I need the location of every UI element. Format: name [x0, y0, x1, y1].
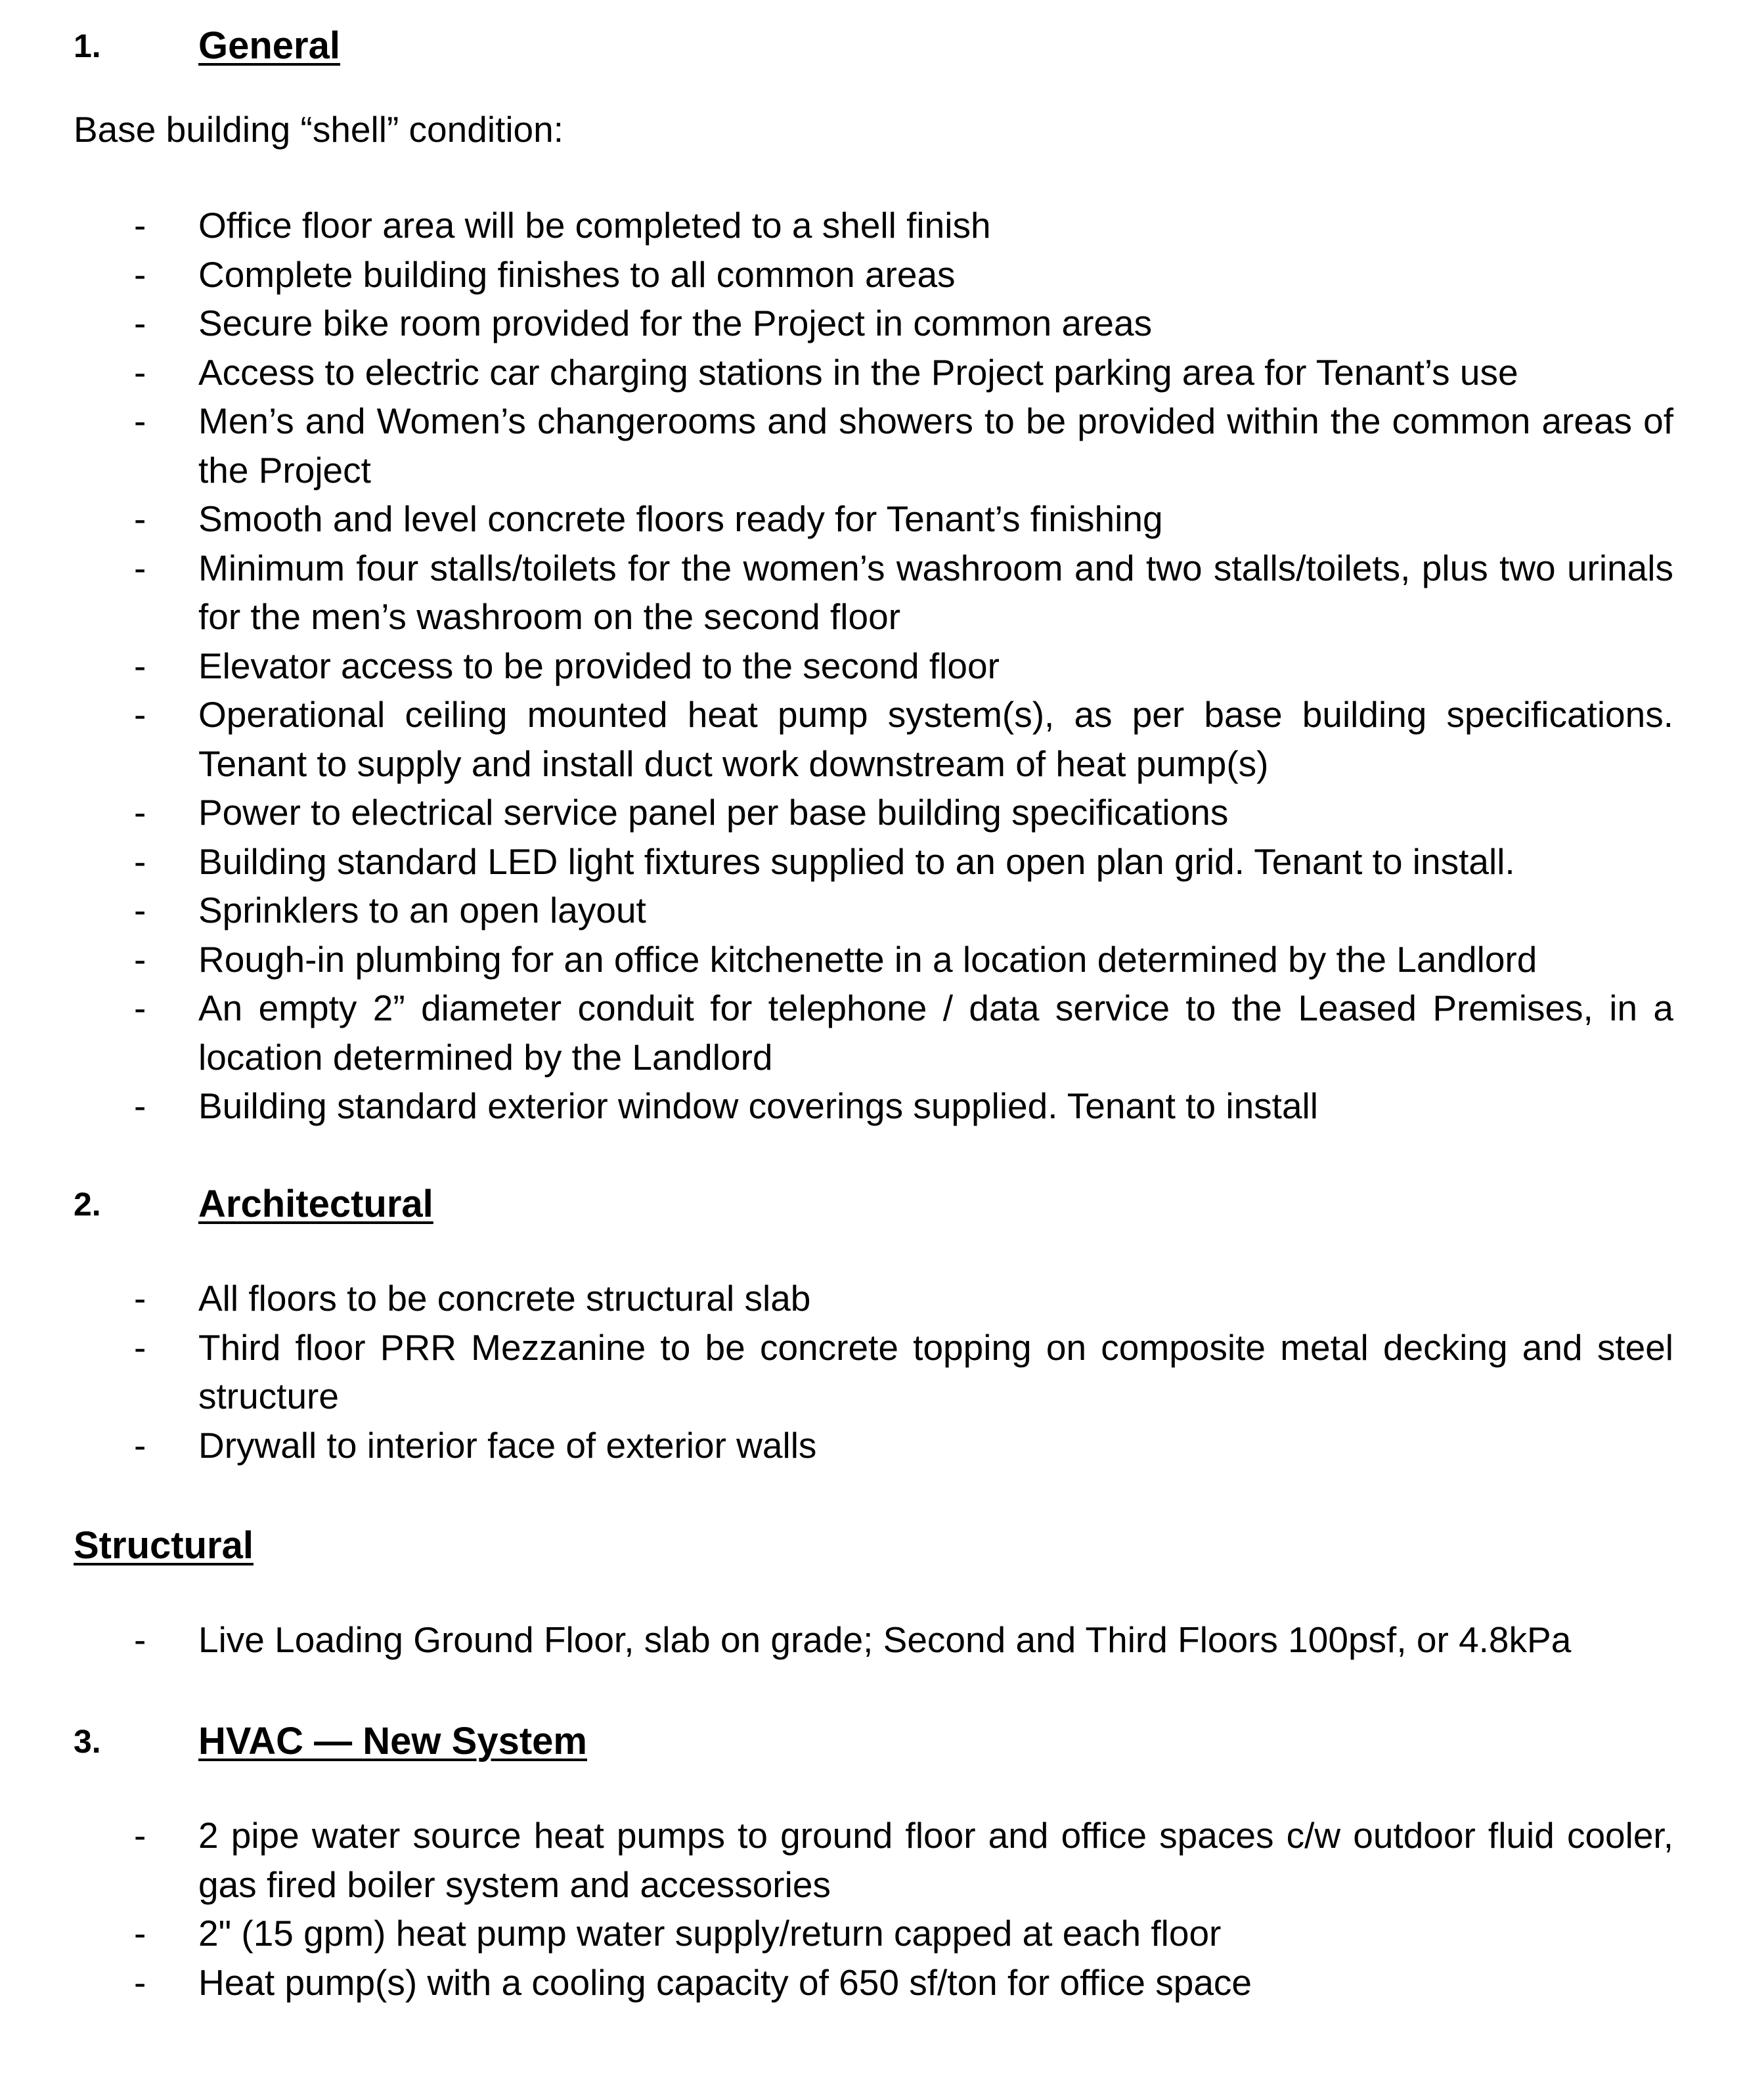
list-item [0, 642, 1673, 691]
section-title: HVAC — New System [198, 1720, 587, 1762]
list-item-text: Office floor area will be completed to a shell finish [198, 205, 991, 246]
dash-marker: - [134, 988, 146, 1028]
list-item [0, 1274, 1673, 1323]
list-item-text: All floors to be concrete structural slab [198, 1278, 811, 1319]
bullet-list-hvac [0, 1811, 1745, 2007]
list-item [0, 201, 1673, 250]
list-item [0, 935, 1673, 984]
bullet-list-structural [0, 1615, 1745, 1665]
dash-marker: - [134, 1619, 146, 1660]
list-item [0, 544, 1673, 642]
list-item-text: Sprinklers to an open layout [198, 890, 646, 930]
list-item-text: An empty 2” diameter conduit for telephone / data service to the Leased Premises, in a location determined by the Landlord [198, 988, 1673, 1078]
list-item-text: Rough-in plumbing for an office kitchenette in a location determined by the Landlord [198, 938, 1537, 980]
list-item [0, 788, 1673, 837]
section-number: 2. [74, 1186, 101, 1223]
list-item-text: Secure bike room provided for the Project in common areas [198, 303, 1153, 343]
dash-marker: - [134, 890, 146, 930]
dash-marker: - [134, 1085, 146, 1126]
list-item-text: Building standard exterior window coverings supplied. Tenant to install [198, 1085, 1318, 1126]
dash-marker: - [134, 351, 146, 393]
dash-marker: - [134, 1961, 146, 2003]
bullet-list-general [0, 201, 1745, 1131]
dash-marker: - [134, 205, 146, 246]
section-heading-general [74, 20, 340, 72]
list-item [0, 837, 1673, 886]
dash-marker: - [134, 1424, 146, 1466]
dash-marker: - [134, 1326, 146, 1368]
section-intro: Base building “shell” condition: [74, 109, 563, 150]
section-title: Architectural [198, 1183, 433, 1225]
list-item-text: Access to electric car charging stations in the Project parking area for Tenant’s use [198, 351, 1518, 393]
list-item [0, 250, 1673, 299]
dash-marker: - [134, 1278, 146, 1319]
list-item [0, 984, 1673, 1082]
bullet-list-architectural [0, 1274, 1745, 1470]
list-item-text: Power to electrical service panel per base building specifications [198, 792, 1229, 833]
list-item [0, 397, 1673, 494]
list-item-text: Third floor PRR Mezzanine to be concrete topping on composite metal decking and steel structure [198, 1326, 1673, 1416]
dash-marker: - [134, 401, 146, 441]
list-item [0, 1615, 1673, 1665]
list-item [0, 1323, 1673, 1421]
list-item-text: Minimum four stalls/toilets for the women’s washroom and two stalls/toilets, plus two urinals for the men’s washroom on the second floor [198, 547, 1673, 637]
list-item-text: Smooth and level concrete floors ready for Tenant’s finishing [198, 498, 1163, 539]
list-item [0, 1811, 1673, 1909]
list-item [0, 690, 1673, 788]
list-item-text: Live Loading Ground Floor, slab on grade; Second and Third Floors 100psf, or 4.8kPa [198, 1619, 1572, 1660]
list-item-text: Complete building finishes to all common areas [198, 253, 956, 295]
section-heading-architectural [74, 1178, 433, 1231]
list-item-text: Building standard LED light fixtures supplied to an open plan grid. Tenant to install. [198, 841, 1515, 882]
list-item-text: Operational ceiling mounted heat pump system(s), as per base building specifications. Tenant to supply and install duct work downstream of heat pump(s) [198, 694, 1673, 784]
dash-marker: - [134, 1913, 146, 1954]
dash-marker: - [134, 547, 146, 588]
list-item-text: Heat pump(s) with a cooling capacity of 650 sf/ton for office space [198, 1961, 1252, 2003]
list-item [0, 1958, 1673, 2007]
list-item [0, 886, 1673, 935]
list-item [0, 1421, 1673, 1470]
list-item [0, 1909, 1673, 1958]
dash-marker: - [134, 938, 146, 980]
dash-marker: - [134, 792, 146, 833]
dash-marker: - [134, 1815, 146, 1856]
dash-marker: - [134, 498, 146, 539]
list-item-text: 2 pipe water source heat pumps to ground floor and office spaces c/w outdoor fluid cooler, gas fired boiler system and accessories [198, 1815, 1673, 1905]
list-item [0, 348, 1673, 397]
list-item-text: 2" (15 gpm) heat pump water supply/return capped at each floor [198, 1913, 1222, 1954]
section-title: Structural [74, 1524, 254, 1567]
list-item-text: Men’s and Women’s changerooms and showers to be provided within the common areas of the Project [198, 401, 1673, 491]
section-number: 1. [74, 28, 101, 64]
list-item-text: Elevator access to be provided to the second floor [198, 645, 1000, 686]
dash-marker: - [134, 253, 146, 295]
dash-marker: - [134, 645, 146, 686]
section-heading-structural [74, 1520, 254, 1572]
dash-marker: - [134, 694, 146, 735]
list-item [0, 494, 1673, 544]
section-number: 3. [74, 1723, 101, 1760]
list-item-text: Drywall to interior face of exterior walls [198, 1424, 817, 1466]
section-heading-hvac [74, 1715, 587, 1768]
list-item [0, 1082, 1673, 1131]
dash-marker: - [134, 841, 146, 882]
list-item [0, 299, 1673, 348]
section-title: General [198, 24, 340, 67]
dash-marker: - [134, 303, 146, 343]
